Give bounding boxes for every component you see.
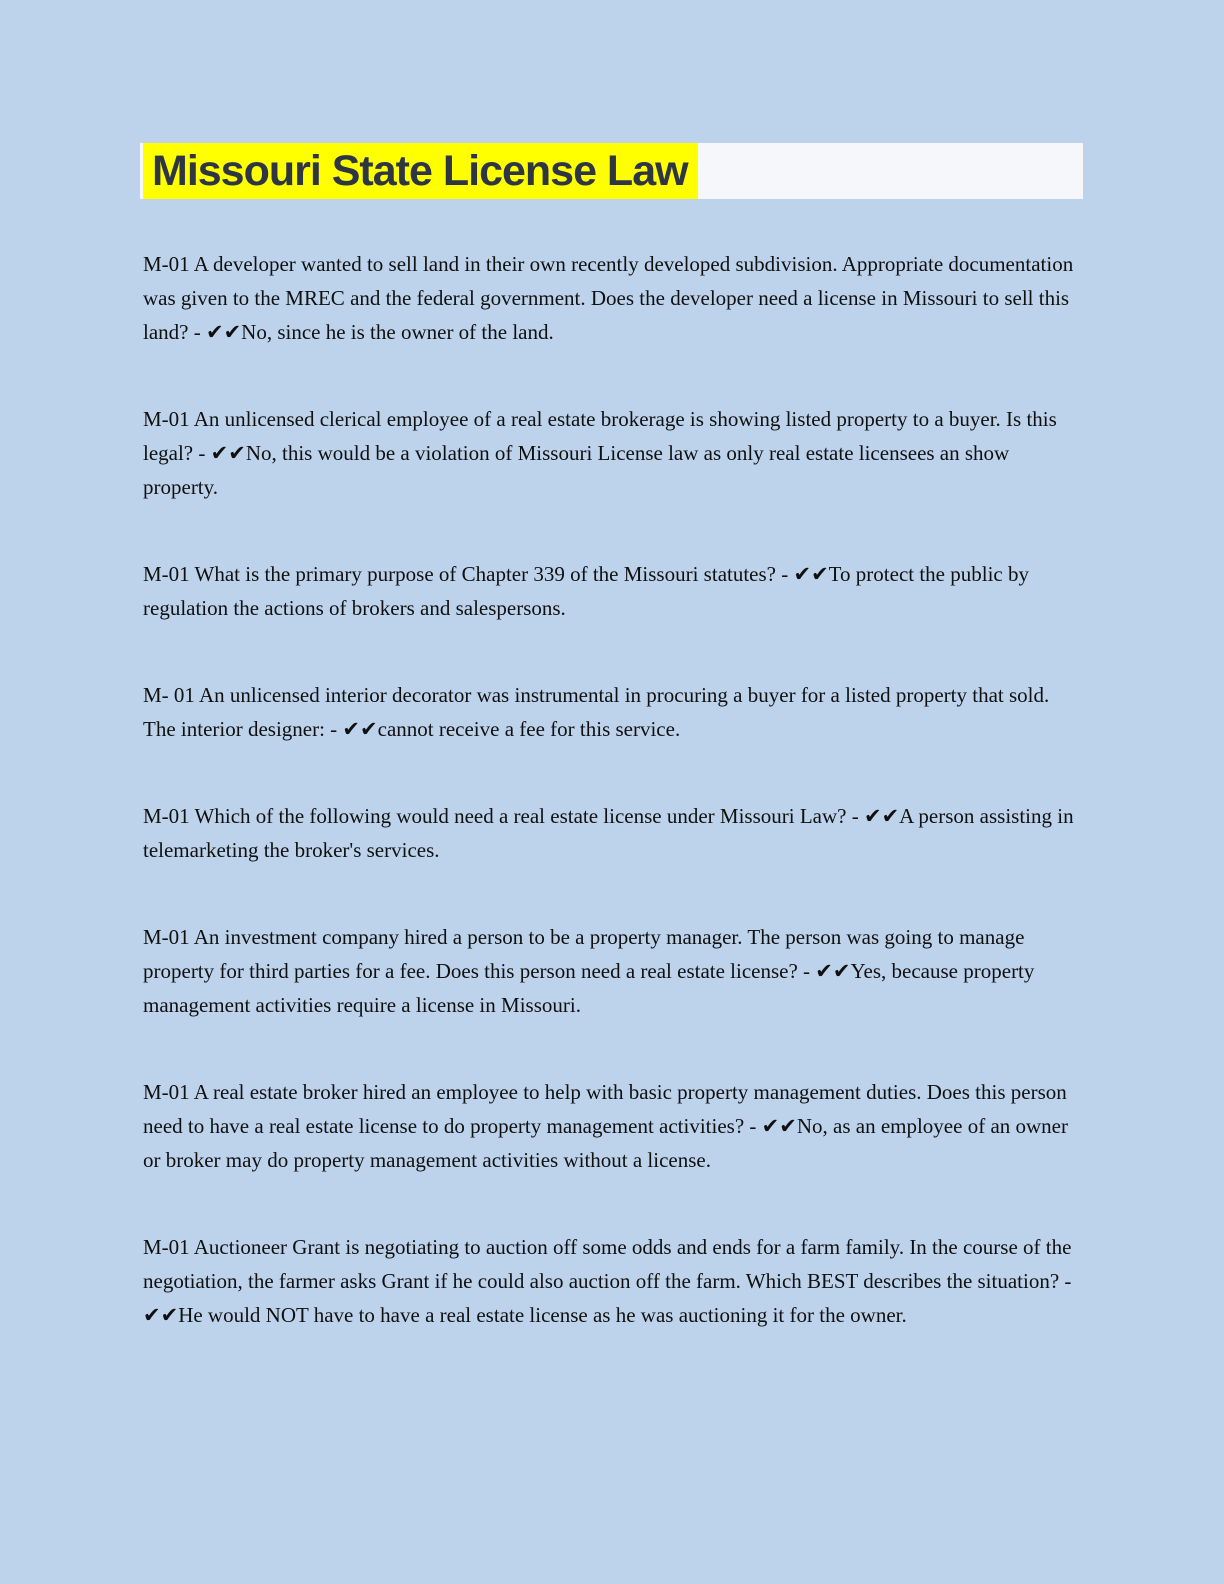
qa-paragraph: M- 01 An unlicensed interior decorator was instrumental in procuring a buyer for a listed property that sold. The interior designer: - ✔✔cannot receive a fee for this service. [143, 683, 1050, 741]
qa-paragraph: M-01 A real estate broker hired an employee to help with basic property management duties. Does this person need to have a real estate license to do property management activities? - ✔✔No, as an employee of an owner or broker may do property management activities without a license. [143, 1080, 1068, 1172]
page-content [143, 143, 1083, 1385]
qa-paragraph: M-01 Which of the following would need a real estate license under Missouri Law? - ✔✔A person assisting in telemarketing the broker's services. [143, 804, 1074, 862]
page-title: Missouri State License Law [143, 143, 698, 199]
qa-paragraph: M-01 An unlicensed clerical employee of a real estate brokerage is showing listed property to a buyer. Is this legal? - ✔✔No, this would be a violation of Missouri License law as only real estate licensees an show property. [143, 407, 1057, 499]
qa-paragraph: M-01 What is the primary purpose of Chapter 339 of the Missouri statutes? - ✔✔To protect the public by regulation the actions of brokers and salespersons. [143, 562, 1029, 620]
qa-paragraph: M-01 Auctioneer Grant is negotiating to auction off some odds and ends for a farm family. In the course of the negotiation, the farmer asks Grant if he could also auction off the farm. Which BEST describes the situation? - ✔✔He would NOT have to have a real estate license as he was auctioning it for the owner. [143, 1235, 1072, 1327]
qa-paragraph: M-01 A developer wanted to sell land in their own recently developed subdivision. Appropriate documentation was given to the MREC and the federal government. Does the developer need a license in Missouri to sell this land? - ✔✔No, since he is the owner of the land. [143, 252, 1074, 344]
title-bar [140, 143, 1083, 199]
document-body [143, 247, 1083, 1332]
qa-paragraph: M-01 An investment company hired a person to be a property manager. The person was going to manage property for third parties for a fee. Does this person need a real estate license? - ✔✔Yes, because property management activities require a license in Missouri. [143, 925, 1035, 1017]
